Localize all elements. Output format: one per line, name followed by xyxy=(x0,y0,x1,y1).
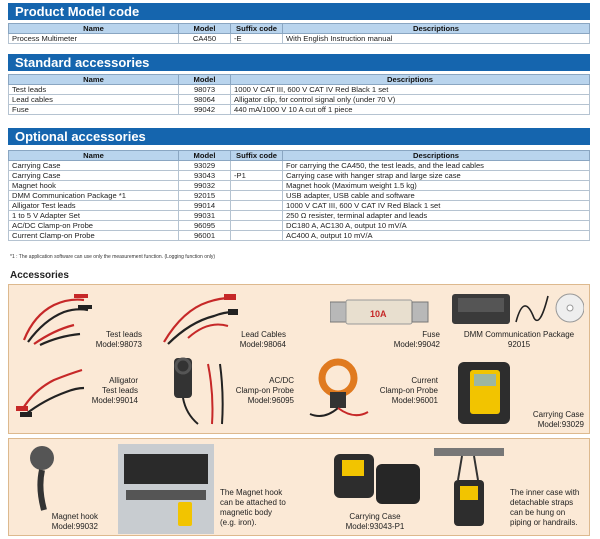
case-93043-caption xyxy=(330,512,420,532)
alligator-caption xyxy=(72,376,138,406)
cell: 1000 V CAT III, 600 V CAT IV Red Black 1 set xyxy=(231,85,590,95)
lead-cables-image xyxy=(158,290,238,348)
item-name: DMM Communication Package xyxy=(463,330,575,339)
cell: 99042 xyxy=(179,105,231,115)
optional-accessories-heading: Optional accessories xyxy=(8,128,590,145)
cell: 99014 xyxy=(179,201,231,211)
cell: 1000 V CAT III, 600 V CAT IV Red Black 1 set xyxy=(283,201,590,211)
cell: Carrying Case xyxy=(9,161,179,171)
cell: 99032 xyxy=(179,181,231,191)
current-caption xyxy=(372,376,438,406)
table-header-row xyxy=(9,151,590,161)
cell xyxy=(231,161,283,171)
cell: 440 mA/1000 V 10 A cut off 1 piece xyxy=(231,105,590,115)
col-desc: Descriptions xyxy=(231,75,590,85)
col-model: Model xyxy=(179,24,231,34)
item-name: Current xyxy=(411,376,438,385)
note-line: magnetic body xyxy=(220,508,273,517)
standard-accessories-heading: Standard accessories xyxy=(8,54,590,71)
cell: 96001 xyxy=(179,231,231,241)
magnet-caption xyxy=(40,512,98,532)
cell: 99031 xyxy=(179,211,231,221)
cell: DC180 A, AC130 A, output 10 mV/A xyxy=(283,221,590,231)
item-name: Carrying Case xyxy=(532,410,584,419)
lead-cables-caption xyxy=(228,330,286,350)
cell: DMM Communication Package *1 xyxy=(9,191,179,201)
product-model-heading: Product Model code xyxy=(8,3,590,20)
magnet-usage-image xyxy=(118,444,214,534)
note-line: (e.g. iron). xyxy=(220,518,257,527)
cell: Carrying case with hanger strap and large size case xyxy=(283,171,590,181)
cell: -E xyxy=(231,34,283,44)
table-row xyxy=(9,211,590,221)
magnet-hook-image xyxy=(20,444,70,514)
cell xyxy=(231,201,283,211)
col-desc: Descriptions xyxy=(283,24,590,34)
acdc-probe-image xyxy=(168,354,234,428)
cell: CA450 xyxy=(179,34,231,44)
item-name: Magnet hook xyxy=(51,512,98,521)
table-header-row xyxy=(9,24,590,34)
table-row xyxy=(9,231,590,241)
table-row xyxy=(9,105,590,115)
cell: 98073 xyxy=(179,85,231,95)
item-name: AC/DC xyxy=(269,376,294,385)
col-desc: Descriptions xyxy=(283,151,590,161)
item-model: Model:93043-P1 xyxy=(345,522,405,531)
table-row xyxy=(9,34,590,44)
cell: AC/DC Clamp-on Probe xyxy=(9,221,179,231)
case-hanging-image xyxy=(434,446,504,530)
item-model: Model:96001 xyxy=(391,396,438,405)
note-line: The inner case with xyxy=(510,488,580,497)
cell: Current Clamp-on Probe xyxy=(9,231,179,241)
item-model: Model:99014 xyxy=(91,396,138,405)
item-name: Test leads xyxy=(105,330,142,339)
note-line: The Magnet hook xyxy=(220,488,283,497)
table-row xyxy=(9,171,590,181)
col-suffix: Suffix code xyxy=(231,24,283,34)
note-line: can be hung on xyxy=(510,508,566,517)
item-model: Model:96095 xyxy=(247,396,294,405)
col-model: Model xyxy=(179,151,231,161)
product-model-table xyxy=(8,23,590,44)
cell: For carrying the CA450, the test leads, and the lead cables xyxy=(283,161,590,171)
acdc-caption xyxy=(230,376,294,406)
item-name: Test leads xyxy=(101,386,138,395)
cell: 93029 xyxy=(179,161,231,171)
cell: Alligator Test leads xyxy=(9,201,179,211)
cell: Fuse xyxy=(9,105,179,115)
standard-accessories-table xyxy=(8,74,590,115)
magnet-note xyxy=(220,488,300,528)
table-row xyxy=(9,191,590,201)
item-model: Model:99032 xyxy=(51,522,98,531)
cell xyxy=(231,181,283,191)
cell: Alligator clip, for control signal only (under 70 V) xyxy=(231,95,590,105)
cell: 1 to 5 V Adapter Set xyxy=(9,211,179,221)
cell: Magnet hook (Maximum weight 1.5 kg) xyxy=(283,181,590,191)
fuse-caption xyxy=(380,330,440,350)
col-name: Name xyxy=(9,75,179,85)
note-line: piping or handrails. xyxy=(510,518,578,527)
item-model: Model:98064 xyxy=(239,340,286,349)
table-row xyxy=(9,161,590,171)
item-model: 92015 xyxy=(507,340,531,349)
cell: With English Instruction manual xyxy=(283,34,590,44)
item-model: Model:99042 xyxy=(393,340,440,349)
cell xyxy=(231,231,283,241)
current-probe-image xyxy=(304,356,374,426)
item-model: Model:93029 xyxy=(537,420,584,429)
table-row xyxy=(9,95,590,105)
cell xyxy=(231,221,283,231)
table-header-row xyxy=(9,75,590,85)
cell: Lead cables xyxy=(9,95,179,105)
dmm-caption xyxy=(454,330,584,350)
cell: USB adapter, USB cable and software xyxy=(283,191,590,201)
note-line: detachable straps xyxy=(510,498,574,507)
case-93029-caption xyxy=(510,410,584,430)
fuse-image xyxy=(330,294,430,330)
cell: Test leads xyxy=(9,85,179,95)
test-leads-caption xyxy=(80,330,142,350)
note-line: can be attached to xyxy=(220,498,286,507)
cell: AC400 A, output 10 mV/A xyxy=(283,231,590,241)
case-93043-note xyxy=(510,488,592,528)
item-model: Model:98073 xyxy=(95,340,142,349)
cell: 250 Ω resister, terminal adapter and leads xyxy=(283,211,590,221)
item-name: Lead Cables xyxy=(241,330,286,339)
accessories-heading: Accessories xyxy=(10,270,69,281)
cell: Magnet hook xyxy=(9,181,179,191)
cell: 98064 xyxy=(179,95,231,105)
cell: -P1 xyxy=(231,171,283,181)
table-row xyxy=(9,221,590,231)
cell: Process Multimeter xyxy=(9,34,179,44)
col-model: Model xyxy=(179,75,231,85)
cell: 93043 xyxy=(179,171,231,181)
item-name: Clamp-on Probe xyxy=(379,386,438,395)
footnote: *1 : The application software can use only the measurement function. (Logging function only) xyxy=(10,254,216,260)
cell: 96095 xyxy=(179,221,231,231)
col-suffix: Suffix code xyxy=(231,151,283,161)
table-row xyxy=(9,181,590,191)
table-row xyxy=(9,201,590,211)
cell xyxy=(231,211,283,221)
item-name: Alligator xyxy=(109,376,138,385)
case-93043-image xyxy=(330,444,426,510)
cell xyxy=(231,191,283,201)
item-name: Carrying Case xyxy=(349,512,401,521)
dmm-package-image xyxy=(452,288,584,328)
col-name: Name xyxy=(9,24,179,34)
fuse-label: 10A xyxy=(370,309,387,319)
cell: Carrying Case xyxy=(9,171,179,181)
table-row xyxy=(9,85,590,95)
item-name: Clamp-on Probe xyxy=(235,386,294,395)
item-name: Fuse xyxy=(422,330,440,339)
optional-accessories-table xyxy=(8,150,590,241)
cell: 92015 xyxy=(179,191,231,201)
col-name: Name xyxy=(9,151,179,161)
